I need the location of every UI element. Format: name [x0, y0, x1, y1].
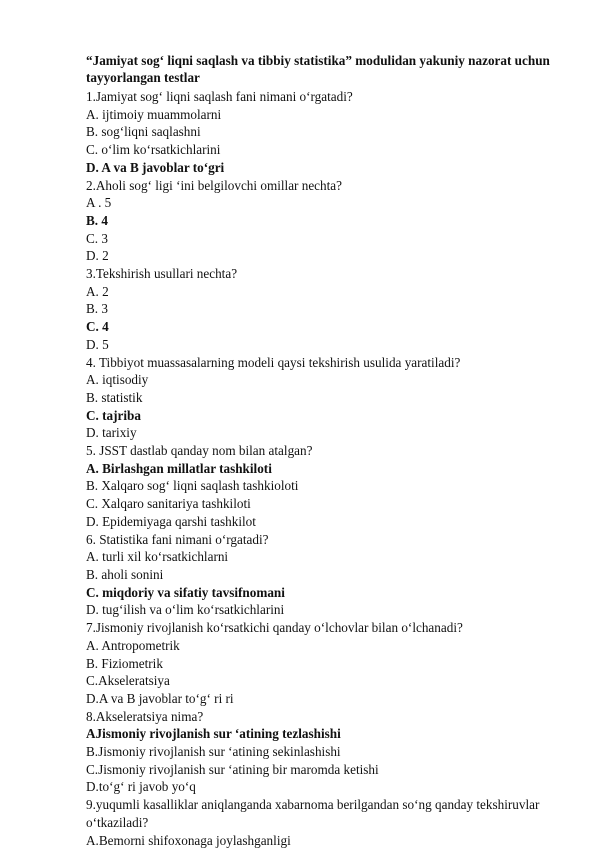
answer-option: D. 5	[86, 336, 109, 352]
answer-option: B.Jismoniy rivojlanish sur ‘atining sekinlashishi	[86, 744, 341, 760]
correct-answer-option: A. Birlashgan millatlar tashkiloti	[86, 460, 272, 476]
question-text: 2.Aholi sog‘ ligi ‘ini belgilovchi omillar nechta?	[86, 177, 343, 193]
answer-option: D. 2	[86, 248, 109, 264]
answer-option: B. Xalqaro sog‘ liqni saqlash tashkioloti	[86, 478, 299, 494]
answer-option: D. tarixiy	[86, 425, 137, 441]
document-page	[86, 52, 556, 849]
answer-option: D. Epidemiyaga qarshi tashkilot	[86, 513, 256, 529]
answer-option: C. 3	[86, 230, 108, 246]
question-text: 9.yuqumli kasalliklar aniqlanganda xabarnoma berilgandan so‘ng qanday tekshiruvlar o‘tkaziladi?	[86, 797, 540, 830]
answer-option: A.Bemorni shifoxonaga joylashganligi	[86, 832, 291, 848]
answer-option: B. 3	[86, 301, 108, 317]
correct-answer-option: C. 4	[86, 319, 109, 335]
answer-option: A. turli xil ko‘rsatkichlarni	[86, 549, 229, 565]
question-text: 8.Akseleratsiya nima?	[86, 708, 204, 724]
correct-answer-option: D. A va B javoblar to‘gri	[86, 159, 225, 175]
answer-option: C.Akseleratsiya	[86, 673, 170, 689]
answer-option: C. Xalqaro sanitariya tashkiloti	[86, 496, 251, 512]
question-text: 4. Tibbiyot muassasalarning modeli qaysi tekshirish usulida yaratiladi?	[86, 354, 461, 370]
answer-option: D.A va B javoblar to‘g‘ ri ri	[86, 690, 234, 706]
question-text: 1.Jamiyat sog‘ liqni saqlash fani nimani o‘rgatadi?	[86, 89, 353, 104]
answer-option: A . 5	[86, 195, 112, 211]
answer-option: A. 2	[86, 283, 109, 299]
question-text: 6. Statistika fani nimani o‘rgatadi?	[86, 531, 269, 547]
correct-answer-option: C. tajriba	[86, 407, 141, 423]
answer-option: B. statistik	[86, 389, 143, 405]
correct-answer-option: AJismoniy rivojlanish sur ‘atining tezlashishi	[86, 726, 341, 742]
answer-option: B. aholi sonini	[86, 566, 164, 582]
correct-answer-option: C. miqdoriy va sifatiy tavsifnomani	[86, 584, 285, 600]
answer-option: C. o‘lim ko‘rsatkichlarini	[86, 142, 221, 158]
answer-option: A. ijtimoiy muammolarni	[86, 106, 222, 122]
answer-option: A. Antropometrik	[86, 637, 180, 653]
answer-option: D. tug‘ilish va o‘lim ko‘rsatkichlarini	[86, 602, 285, 618]
answer-option: A. iqtisodiy	[86, 372, 149, 388]
correct-answer-option: B. 4	[86, 212, 108, 228]
answer-option: B. sog‘liqni saqlashni	[86, 124, 201, 140]
document-title: “Jamiyat sog‘ liqni saqlash va tibbiy statistika” modulidan yakuniy nazorat uchun tayyorlangan testlar	[86, 53, 550, 85]
question-list	[86, 88, 556, 849]
answer-option: D.to‘g‘ ri javob yo‘q	[86, 779, 196, 795]
question-text: 7.Jismoniy rivojlanish ko‘rsatkichi qanday o‘lchovlar bilan o‘lchanadi?	[86, 620, 463, 636]
answer-option: B. Fiziometrik	[86, 655, 163, 671]
question-text: 3.Tekshirish usullari nechta?	[86, 266, 238, 282]
question-text: 5. JSST dastlab qanday nom bilan atalgan?	[86, 443, 313, 459]
answer-option: C.Jismoniy rivojlanish sur ‘atining bir maromda ketishi	[86, 761, 379, 777]
